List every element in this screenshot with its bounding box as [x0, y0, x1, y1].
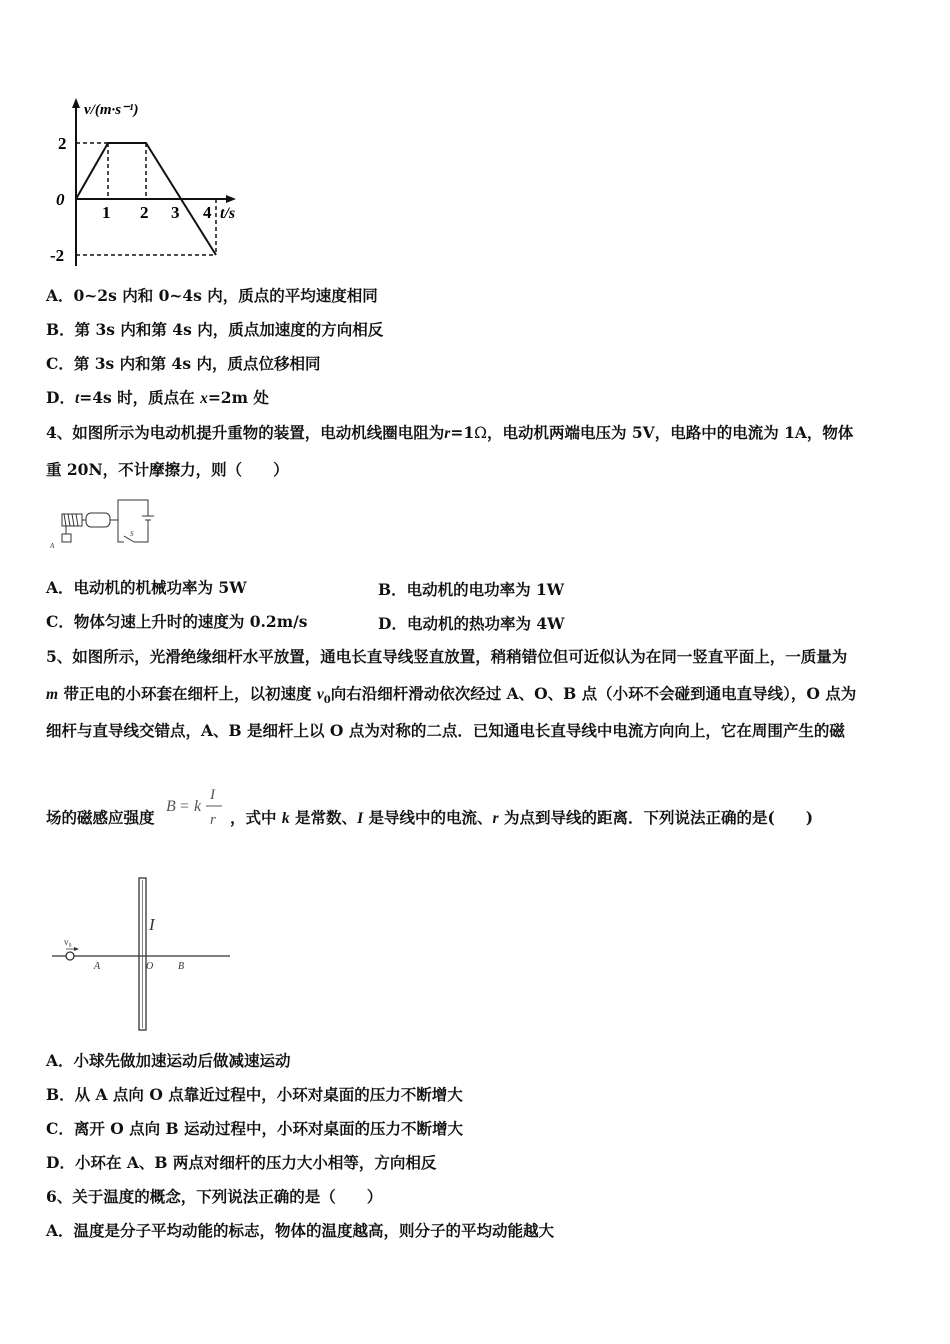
- q5-stem-line2: [46, 684, 856, 711]
- formula-denominator: r: [210, 812, 216, 828]
- ohm-symbol: Ω: [474, 424, 487, 442]
- q5-option-b: B．从 A 点向 O 点靠近过程中，小环对桌面的压力不断增大: [46, 1085, 463, 1104]
- var-k: k: [281, 810, 290, 827]
- wire-rod-figure: [48, 872, 234, 1034]
- var-r: r: [444, 425, 451, 442]
- motor-body: [86, 513, 110, 527]
- q3-option-d: [46, 388, 269, 409]
- x-axis-label: t/s: [220, 205, 236, 222]
- q5-line4-a: 场的磁感应强度: [46, 808, 155, 827]
- motor-circuit-figure: [48, 496, 160, 552]
- point-a-label: A: [94, 961, 101, 972]
- q4-text-c: ，电动机两端电压为 5V，电路中的电流为 1A，物体: [486, 423, 854, 442]
- q5-stem-line3: 细杆与直导线交错点，A、B 是细杆上以 O 点为对称的二点．已知通电长直导线中电流方向向上，它在周围产生的磁: [46, 721, 845, 740]
- charged-ring: [66, 952, 74, 960]
- q5-line2-a: 带正电的小环套在细杆上，以初速度: [58, 684, 317, 703]
- q5-line4-e: 为点到导线的距离．下列说法正确的是( ): [498, 808, 814, 827]
- q5-stem-line4: [46, 808, 155, 828]
- q4-stem-line2: 重 20N，不计摩擦力，则（ ）: [46, 460, 289, 479]
- q5-option-c: C．离开 O 点向 B 运动过程中，小环对桌面的压力不断增大: [46, 1119, 464, 1138]
- y-tick-0: 0: [56, 190, 65, 209]
- q5-stem-line1: 5、如图所示，光滑绝缘细杆水平放置，通电长直导线竖直放置，稍稍错位但可近似认为在同一竖直平面上，一质量为: [46, 647, 848, 666]
- q4-option-d: D．电动机的热功率为 4W: [378, 614, 565, 633]
- var-v0-sub: 0: [323, 695, 331, 707]
- q3-option-c: C．第 3s 内和第 4s 内，质点位移相同: [46, 354, 321, 373]
- q3-option-a: A．0~2s 内和 0~4s 内，质点的平均速度相同: [46, 286, 378, 305]
- q5-line2-b: 向右沿细杆滑动依次经过 A、O、B 点（小环不会碰到通电直导线），O 点为: [330, 684, 857, 703]
- y-tick-neg2: -2: [50, 246, 65, 265]
- magnetic-field-formula: [164, 782, 234, 832]
- q3-option-d-end: =2m 处: [207, 388, 269, 407]
- q3-option-b: B．第 3s 内和第 4s 内，质点加速度的方向相反: [46, 320, 384, 339]
- q5-option-a: A．小球先做加速运动后做减速运动: [46, 1051, 291, 1070]
- q3-option-d-mid: =4s 时，质点在: [79, 388, 201, 407]
- q6-option-a: A．温度是分子平均动能的标志，物体的温度越高，则分子的平均动能越大: [46, 1221, 555, 1240]
- q4-option-c: C．物体匀速上升时的速度为 0.2m/s: [46, 612, 308, 631]
- q4-text: 4、如图所示为电动机提升重物的装置，电动机线圈电阻为: [46, 423, 445, 442]
- v0-label: v₀: [64, 937, 72, 947]
- circuit-wire: [118, 500, 148, 520]
- weight-a: [62, 534, 71, 542]
- formula-k: k: [194, 798, 202, 815]
- q3-option-d-prefix: D．: [46, 388, 75, 407]
- q4-option-b: B．电动机的电功率为 1W: [378, 580, 565, 599]
- y-axis-arrow: [72, 98, 80, 108]
- var-t: t: [74, 390, 80, 407]
- var-x: x: [200, 390, 208, 407]
- x-tick-4: 4: [203, 203, 212, 222]
- var-r2: r: [492, 810, 499, 827]
- var-m: m: [46, 686, 59, 703]
- q5-line4-d: 是导线中的电流、: [363, 808, 493, 827]
- y-tick-2: 2: [58, 134, 67, 153]
- q4-stem-line1: [46, 423, 853, 444]
- current-label: I: [149, 915, 155, 934]
- switch-label: S: [130, 530, 134, 538]
- var-v0: v: [316, 686, 324, 703]
- var-i: I: [357, 810, 364, 827]
- q5-line4-b: ，式中: [230, 808, 282, 827]
- y-axis-label: v/(m·s⁻¹): [84, 102, 139, 118]
- x-tick-3: 3: [171, 203, 180, 222]
- point-b-label: B: [178, 961, 185, 972]
- q6-stem: 6、关于温度的概念，下列说法正确的是（ ）: [46, 1187, 383, 1206]
- point-o-label: O: [146, 961, 154, 972]
- x-axis-arrow: [226, 195, 236, 203]
- q4-text-b: =1: [450, 423, 475, 442]
- q5-option-d: D．小环在 A、B 两点对细杆的压力大小相等，方向相反: [46, 1153, 437, 1172]
- formula-b: B: [166, 798, 176, 815]
- formula-eq: =: [180, 798, 190, 815]
- q5-line4-c: 是常数、: [289, 808, 358, 827]
- x-tick-1: 1: [102, 203, 111, 222]
- q4-option-a: A．电动机的机械功率为 5W: [46, 578, 247, 597]
- formula-numerator: I: [210, 787, 215, 803]
- weight-label: A: [50, 542, 55, 550]
- q5-stem-line4-rest: [230, 808, 813, 829]
- x-tick-2: 2: [140, 203, 149, 222]
- velocity-time-graph: [40, 96, 270, 272]
